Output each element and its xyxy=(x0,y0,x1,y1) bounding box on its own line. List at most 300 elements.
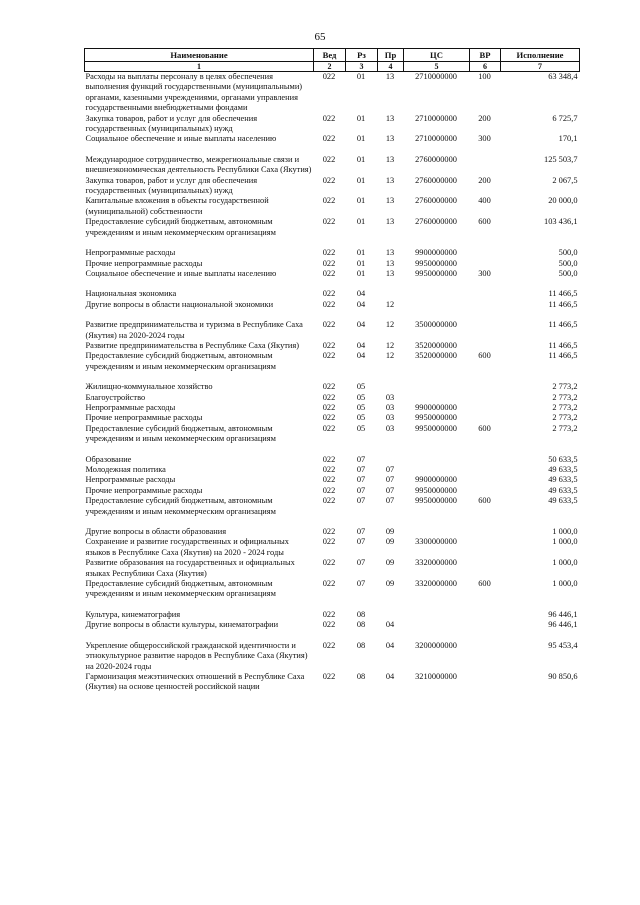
cell-rz: 07 xyxy=(356,485,366,495)
cell-rz: 04 xyxy=(356,289,366,299)
table-row xyxy=(85,620,580,630)
table-row xyxy=(85,300,580,310)
cell-rz: 08 xyxy=(356,671,366,681)
cell-amount: 6 725,7 xyxy=(552,113,578,123)
cell-rz: 08 xyxy=(356,620,366,630)
cell-rz: 01 xyxy=(356,258,366,268)
cell-pr: 09 xyxy=(385,558,395,568)
cell-name: Непрограммные расходы xyxy=(85,248,176,258)
cell-vr xyxy=(470,537,501,558)
cell-amount: 49 633,5 xyxy=(548,465,578,474)
cell-ved: 022 xyxy=(322,340,336,350)
spacer-row xyxy=(85,600,580,610)
cell-ved: 022 xyxy=(322,175,336,185)
header-index: 4 xyxy=(378,62,404,72)
cell-rz: 08 xyxy=(356,640,366,650)
cell-rz: 07 xyxy=(356,537,366,547)
table-row xyxy=(85,413,580,423)
cell-name: Развитие предпринимательства и туризма в Республике Саха (Якутия) на 2020-2024 годы xyxy=(85,320,303,340)
cell-vr xyxy=(470,641,501,672)
cell-vr: 600 xyxy=(478,217,491,227)
cell-vr xyxy=(470,413,501,423)
cell-amount: 500,0 xyxy=(558,268,578,278)
cell-cs: 2710000000 xyxy=(415,72,457,81)
cell-vr: 300 xyxy=(478,268,491,278)
cell-cs xyxy=(404,455,470,465)
cell-rz: 05 xyxy=(356,382,366,392)
cell-name: Социальное обеспечение и иные выплаты населению xyxy=(85,134,277,144)
cell-name: Другие вопросы в области образования xyxy=(85,527,227,537)
cell-pr: 13 xyxy=(385,248,395,258)
cell-amount: 500,0 xyxy=(558,248,578,258)
table-row xyxy=(85,217,580,238)
cell-amount: 2 773,2 xyxy=(552,413,578,423)
spacer-row xyxy=(85,279,580,289)
table-row xyxy=(85,610,580,620)
cell-rz: 01 xyxy=(356,134,366,144)
cell-pr: 07 xyxy=(385,465,395,474)
cell-pr: 13 xyxy=(385,268,395,278)
table-row xyxy=(85,496,580,517)
cell-amount: 2 773,2 xyxy=(552,382,578,392)
cell-vr xyxy=(470,610,501,620)
cell-amount: 500,0 xyxy=(558,258,578,268)
table-row xyxy=(85,351,580,372)
cell-name: Расходы на выплаты персоналу в целях обеспечения выполнения функций государственными (муниципальными) органами, казенными учреждениями, органами управления государственными внебюджетными фондами xyxy=(85,72,303,113)
cell-name: Предоставление субсидий бюджетным, автономным учреждениям и иным некоммерческим организациям xyxy=(85,579,276,599)
cell-pr: 13 xyxy=(385,217,395,227)
table-row xyxy=(85,455,580,465)
cell-name: Укрепление общероссийской гражданской идентичности и этнокультурное развитие народов в Республике Саха (Якутия) на 2020-2024 годы xyxy=(85,640,308,671)
table-row xyxy=(85,579,580,600)
cell-vr: 200 xyxy=(478,113,491,123)
spacer-cell xyxy=(85,445,580,455)
cell-name: Культура, кинематография xyxy=(85,609,181,619)
cell-amount: 95 453,4 xyxy=(548,640,578,650)
cell-vr xyxy=(470,320,501,341)
cell-rz: 01 xyxy=(356,175,366,185)
cell-ved: 022 xyxy=(322,527,336,537)
cell-ved: 022 xyxy=(322,351,336,361)
table-row xyxy=(85,320,580,341)
cell-ved: 022 xyxy=(322,465,336,474)
cell-cs xyxy=(404,289,470,299)
cell-name: Предоставление субсидий бюджетным, автономным учреждениям и иным некоммерческим организациям xyxy=(85,217,276,237)
cell-cs: 2760000000 xyxy=(415,154,457,164)
cell-amount: 96 446,1 xyxy=(548,609,578,619)
cell-cs: 9900000000 xyxy=(415,402,457,412)
cell-cs: 3300000000 xyxy=(415,537,457,547)
table-row xyxy=(85,196,580,217)
cell-name: Социальное обеспечение и иные выплаты населению xyxy=(85,268,277,278)
budget-table xyxy=(84,48,580,693)
cell-amount: 63 348,4 xyxy=(548,72,578,81)
table-row xyxy=(85,176,580,197)
cell-pr: 07 xyxy=(385,485,395,495)
cell-amount: 1 000,0 xyxy=(552,527,578,537)
spacer-row xyxy=(85,238,580,248)
cell-name: Прочие непрограммные расходы xyxy=(85,413,203,423)
spacer-row xyxy=(85,631,580,641)
cell-cs: 3500000000 xyxy=(415,320,457,330)
cell-cs xyxy=(404,382,470,392)
cell-amount: 50 633,5 xyxy=(548,454,578,464)
cell-vr xyxy=(470,486,501,496)
cell-name: Развитие образования на государственных и официальных языках Республики Саха (Якутия) xyxy=(85,558,295,578)
cell-name: Непрограммные расходы xyxy=(85,475,176,485)
spacer-cell xyxy=(85,238,580,248)
cell-pr: 04 xyxy=(385,620,395,630)
cell-ved: 022 xyxy=(322,579,336,589)
cell-ved: 022 xyxy=(322,485,336,495)
cell-pr: 13 xyxy=(385,72,395,81)
cell-cs: 9950000000 xyxy=(415,413,457,423)
cell-pr: 03 xyxy=(385,402,395,412)
cell-amount: 90 850,6 xyxy=(548,671,578,681)
cell-amount: 49 633,5 xyxy=(548,475,578,485)
cell-amount: 11 466,5 xyxy=(548,299,578,309)
cell-vr: 200 xyxy=(478,175,491,185)
cell-amount: 20 000,0 xyxy=(548,196,578,206)
cell-vr xyxy=(470,465,501,475)
cell-amount: 11 466,5 xyxy=(548,320,578,330)
header-pr: Пр xyxy=(378,49,404,62)
cell-rz: 07 xyxy=(356,496,366,506)
cell-vr: 300 xyxy=(478,134,491,144)
cell-rz: 05 xyxy=(356,402,366,412)
cell-amount: 170,1 xyxy=(558,134,578,144)
cell-rz: 07 xyxy=(356,558,366,568)
cell-ved: 022 xyxy=(322,134,336,144)
spacer-cell xyxy=(85,517,580,527)
cell-ved: 022 xyxy=(322,496,336,506)
header-index: 1 xyxy=(85,62,314,72)
spacer-cell xyxy=(85,372,580,382)
cell-cs: 3210000000 xyxy=(415,671,457,681)
table-row xyxy=(85,259,580,269)
cell-amount: 96 446,1 xyxy=(548,620,578,630)
table-row xyxy=(85,486,580,496)
cell-ved: 022 xyxy=(322,217,336,227)
cell-pr: 13 xyxy=(385,134,395,144)
table-row xyxy=(85,537,580,558)
cell-pr: 04 xyxy=(385,640,395,650)
cell-rz: 05 xyxy=(356,392,366,402)
header-ved: Вед xyxy=(314,49,346,62)
cell-name: Закупка товаров, работ и услуг для обеспечения государственных (муниципальных) нужд xyxy=(85,113,258,134)
cell-ved: 022 xyxy=(322,609,336,619)
cell-pr: 12 xyxy=(385,340,395,350)
cell-vr xyxy=(470,155,501,176)
cell-rz: 07 xyxy=(356,527,366,537)
header-index: 5 xyxy=(404,62,470,72)
cell-name: Предоставление субсидий бюджетным, автономным учреждениям и иным некоммерческим организациям xyxy=(85,496,276,516)
cell-ved: 022 xyxy=(322,196,336,206)
cell-name: Образование xyxy=(85,454,132,464)
cell-ved: 022 xyxy=(322,268,336,278)
cell-vr: 600 xyxy=(478,351,491,361)
cell-ved: 022 xyxy=(322,454,336,464)
cell-ved: 022 xyxy=(322,113,336,123)
table-row xyxy=(85,475,580,485)
cell-name: Непрограммные расходы xyxy=(85,402,176,412)
cell-ved: 022 xyxy=(322,299,336,309)
header-index: 6 xyxy=(470,62,501,72)
cell-cs: 9900000000 xyxy=(415,248,457,258)
cell-rz: 01 xyxy=(356,154,366,164)
header-index: 2 xyxy=(314,62,346,72)
cell-pr: 04 xyxy=(385,671,395,681)
cell-name: Предоставление субсидий бюджетным, автономным учреждениям и иным некоммерческим организациям xyxy=(85,351,276,371)
cell-amount: 11 466,5 xyxy=(548,340,578,350)
cell-vr xyxy=(470,289,501,299)
spacer-row xyxy=(85,517,580,527)
cell-amount: 1 000,0 xyxy=(552,579,578,589)
spacer-row xyxy=(85,445,580,455)
cell-vr: 600 xyxy=(478,496,491,506)
cell-cs: 9900000000 xyxy=(415,475,457,485)
table-row xyxy=(85,289,580,299)
cell-cs: 3200000000 xyxy=(415,640,457,650)
cell-amount: 49 633,5 xyxy=(548,496,578,506)
cell-pr xyxy=(378,289,404,299)
cell-name: Предоставление субсидий бюджетным, автономным учреждениям и иным некоммерческим организациям xyxy=(85,423,276,444)
cell-cs: 3320000000 xyxy=(415,558,457,568)
cell-name: Другие вопросы в области культуры, кинематографии xyxy=(85,620,279,630)
cell-name: Сохранение и развитие государственных и официальных языков в Республике Саха (Якутия) на 2020 - 2024 годы xyxy=(85,537,289,557)
table-row xyxy=(85,134,580,144)
cell-ved: 022 xyxy=(322,620,336,630)
cell-ved: 022 xyxy=(322,289,336,299)
spacer-cell xyxy=(85,631,580,641)
cell-amount: 2 773,2 xyxy=(552,423,578,433)
cell-pr xyxy=(378,382,404,392)
table-row xyxy=(85,269,580,279)
cell-rz: 08 xyxy=(356,609,366,619)
cell-pr: 12 xyxy=(385,299,395,309)
cell-ved: 022 xyxy=(322,382,336,392)
cell-name: Гармонизация межэтнических отношений в Республике Саха (Якутия) на основе ценностей российской нации xyxy=(85,671,305,692)
cell-vr: 400 xyxy=(478,196,491,206)
cell-amount: 125 503,7 xyxy=(544,154,578,164)
cell-rz: 01 xyxy=(356,217,366,227)
cell-cs xyxy=(404,465,470,475)
header-cs: ЦС xyxy=(404,49,470,62)
cell-rz: 07 xyxy=(356,465,366,474)
cell-pr xyxy=(378,455,404,465)
table-row xyxy=(85,341,580,351)
table-row xyxy=(85,114,580,135)
cell-name: Прочие непрограммные расходы xyxy=(85,485,203,495)
cell-amount: 2 773,2 xyxy=(552,402,578,412)
cell-cs xyxy=(404,393,470,403)
cell-vr xyxy=(470,300,501,310)
cell-name: Капитальные вложения в объекты государственной (муниципальной) собственности xyxy=(85,196,269,216)
cell-name: Жилищно-коммунальное хозяйство xyxy=(85,382,213,392)
cell-cs: 2760000000 xyxy=(415,196,457,206)
cell-rz: 04 xyxy=(356,320,366,330)
cell-rz: 01 xyxy=(356,72,366,81)
cell-ved: 022 xyxy=(322,558,336,568)
cell-name: Национальная экономика xyxy=(85,289,177,299)
table-row xyxy=(85,641,580,672)
cell-ved: 022 xyxy=(322,423,336,433)
cell-name: Другие вопросы в области национальной экономики xyxy=(85,299,274,309)
table-row xyxy=(85,72,580,114)
spacer-cell xyxy=(85,310,580,320)
cell-vr xyxy=(470,259,501,269)
cell-ved: 022 xyxy=(322,640,336,650)
table-row xyxy=(85,424,580,445)
cell-pr: 09 xyxy=(385,537,395,547)
cell-ved: 022 xyxy=(322,72,336,81)
table-row xyxy=(85,248,580,258)
cell-rz: 07 xyxy=(356,475,366,485)
cell-cs xyxy=(404,527,470,537)
cell-cs: 9950000000 xyxy=(415,423,457,433)
cell-pr: 09 xyxy=(385,579,395,589)
cell-cs xyxy=(404,300,470,310)
table-row xyxy=(85,672,580,693)
cell-ved: 022 xyxy=(322,392,336,402)
cell-cs: 2760000000 xyxy=(415,217,457,227)
cell-rz: 05 xyxy=(356,413,366,423)
header-amount: Исполнение xyxy=(501,49,580,62)
table-body xyxy=(85,72,580,693)
cell-vr xyxy=(470,558,501,579)
cell-ved: 022 xyxy=(322,248,336,258)
cell-name: Благоустройство xyxy=(85,392,146,402)
cell-rz: 07 xyxy=(356,454,366,464)
cell-cs: 3520000000 xyxy=(415,351,457,361)
header-name: Наименование xyxy=(85,49,314,62)
cell-rz: 04 xyxy=(356,340,366,350)
cell-name: Прочие непрограммные расходы xyxy=(85,258,203,268)
cell-ved: 022 xyxy=(322,671,336,681)
cell-name: Молодежная политика xyxy=(85,465,166,474)
cell-vr xyxy=(470,382,501,392)
cell-vr xyxy=(470,403,501,413)
spacer-row xyxy=(85,372,580,382)
spacer-row xyxy=(85,310,580,320)
cell-pr: 13 xyxy=(385,196,395,206)
spacer-cell xyxy=(85,279,580,289)
table-row xyxy=(85,155,580,176)
table-row xyxy=(85,393,580,403)
cell-amount: 103 436,1 xyxy=(544,217,578,227)
cell-rz: 01 xyxy=(356,268,366,278)
cell-amount: 2 067,5 xyxy=(552,175,578,185)
cell-pr: 13 xyxy=(385,258,395,268)
header-row xyxy=(85,49,580,62)
cell-vr xyxy=(470,620,501,630)
cell-cs: 3520000000 xyxy=(415,340,457,350)
cell-vr xyxy=(470,527,501,537)
cell-amount: 11 466,5 xyxy=(548,289,578,299)
cell-ved: 022 xyxy=(322,258,336,268)
cell-rz: 04 xyxy=(356,351,366,361)
cell-cs: 9950000000 xyxy=(415,496,457,506)
cell-ved: 022 xyxy=(322,475,336,485)
cell-cs: 9950000000 xyxy=(415,485,457,495)
cell-name: Закупка товаров, работ и услуг для обеспечения государственных (муниципальных) нужд xyxy=(85,175,258,196)
cell-ved: 022 xyxy=(322,413,336,423)
cell-vr: 100 xyxy=(478,72,491,81)
header-rz: Рз xyxy=(346,49,378,62)
cell-pr xyxy=(378,610,404,620)
cell-rz: 05 xyxy=(356,423,366,433)
cell-pr: 03 xyxy=(385,413,395,423)
table-row xyxy=(85,527,580,537)
spacer-cell xyxy=(85,600,580,610)
cell-vr xyxy=(470,248,501,258)
cell-cs: 2760000000 xyxy=(415,175,457,185)
spacer-row xyxy=(85,145,580,155)
header-index: 3 xyxy=(346,62,378,72)
cell-pr: 03 xyxy=(385,423,395,433)
cell-amount: 1 000,0 xyxy=(552,537,578,547)
cell-name: Развитие предпринимательства в Республике Саха (Якутия) xyxy=(85,340,300,350)
cell-pr: 09 xyxy=(385,527,395,537)
cell-vr xyxy=(470,393,501,403)
cell-cs: 2710000000 xyxy=(415,113,457,123)
cell-pr: 13 xyxy=(385,175,395,185)
cell-cs: 2710000000 xyxy=(415,134,457,144)
table-row xyxy=(85,382,580,392)
cell-pr: 12 xyxy=(385,320,395,330)
cell-rz: 07 xyxy=(356,579,366,589)
cell-pr: 13 xyxy=(385,113,395,123)
table-row xyxy=(85,465,580,475)
cell-vr: 600 xyxy=(478,423,491,433)
cell-amount: 1 000,0 xyxy=(552,558,578,568)
cell-cs xyxy=(404,620,470,630)
cell-amount: 11 466,5 xyxy=(548,351,578,361)
cell-rz: 01 xyxy=(356,196,366,206)
cell-rz: 01 xyxy=(356,113,366,123)
cell-cs: 9950000000 xyxy=(415,258,457,268)
header-index-row xyxy=(85,62,580,72)
page-number: 65 xyxy=(314,31,326,43)
header-vr: ВР xyxy=(470,49,501,62)
cell-rz: 01 xyxy=(356,248,366,258)
cell-vr xyxy=(470,475,501,485)
cell-vr xyxy=(470,341,501,351)
table-row xyxy=(85,403,580,413)
cell-cs xyxy=(404,610,470,620)
cell-pr: 07 xyxy=(385,475,395,485)
cell-name: Международное сотрудничество, межрегиональные связи и внешнеэкономическая деятельность Республики Саха (Якутия) xyxy=(85,154,312,175)
cell-amount: 2 773,2 xyxy=(552,392,578,402)
cell-vr xyxy=(470,455,501,465)
cell-amount: 49 633,5 xyxy=(548,485,578,495)
cell-pr: 03 xyxy=(385,392,395,402)
cell-ved: 022 xyxy=(322,537,336,547)
table-row xyxy=(85,558,580,579)
cell-pr: 13 xyxy=(385,154,395,164)
cell-rz: 04 xyxy=(356,299,366,309)
cell-pr: 07 xyxy=(385,496,395,506)
cell-ved: 022 xyxy=(322,320,336,330)
spacer-cell xyxy=(85,145,580,155)
cell-ved: 022 xyxy=(322,402,336,412)
cell-pr: 12 xyxy=(385,351,395,361)
cell-ved: 022 xyxy=(322,154,336,164)
cell-cs: 3320000000 xyxy=(415,579,457,589)
cell-cs: 9950000000 xyxy=(415,268,457,278)
header-index: 7 xyxy=(501,62,580,72)
cell-vr: 600 xyxy=(478,579,491,589)
